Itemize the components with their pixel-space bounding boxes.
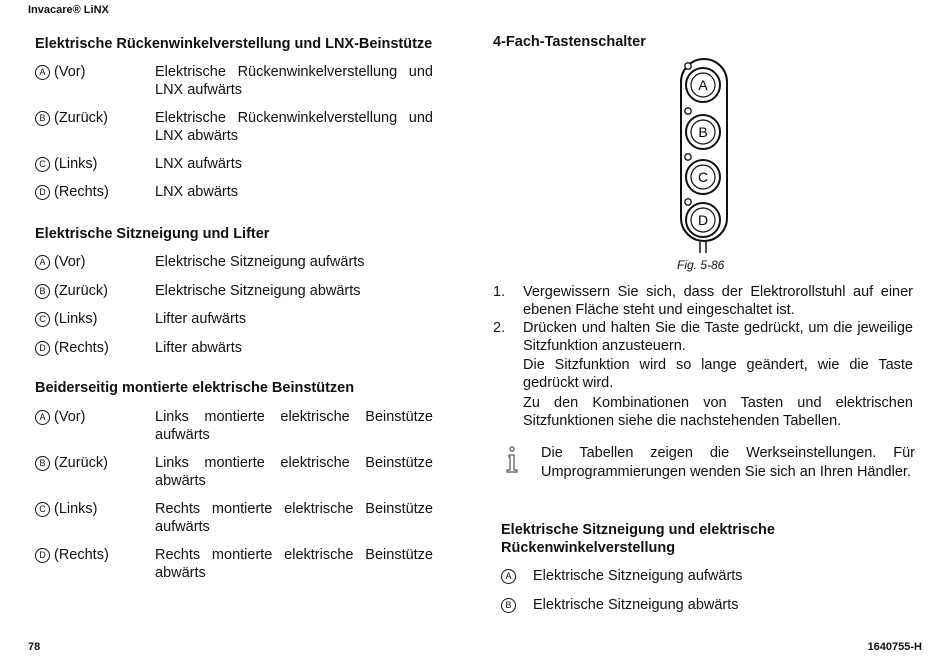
letter-c-icon: C <box>35 157 50 172</box>
row-value: Elektrische Rückenwinkelverstellung und LNX aufwärts <box>155 64 433 98</box>
button-d <box>686 203 720 237</box>
section-title: 4-Fach-Tastenschalter <box>493 34 646 50</box>
row-value: Elektrische Sitzneigung aufwärts <box>533 568 743 584</box>
letter-b-icon: B <box>35 111 50 126</box>
button-a <box>686 68 720 102</box>
letter-c-icon: C <box>35 312 50 327</box>
row-key: (Vor) <box>54 64 86 80</box>
row-value: Links montierte elektrische Beinstütze abwärts <box>155 455 433 489</box>
letter-c-icon: C <box>35 502 50 517</box>
row-value: Elektrische Sitzneigung aufwärts <box>155 254 365 270</box>
letter-d-icon: D <box>35 341 50 356</box>
document-number: 1640755-H <box>867 641 922 653</box>
page-number: 78 <box>28 641 41 653</box>
letter-b-icon: B <box>35 456 50 471</box>
letter-d-icon: D <box>35 185 50 200</box>
row-key: (Rechts) <box>54 340 109 356</box>
running-header: Invacare® LiNX <box>28 4 109 16</box>
row-key: (Vor) <box>54 254 86 270</box>
row-value: Lifter abwärts <box>155 340 243 356</box>
letter-d-icon: D <box>35 548 50 563</box>
note-text: Die Tabellen zeigen die Werkseinstellungen. Für Umprogrammierungen wenden Sie sich an Ihren Händler. <box>541 445 915 480</box>
list-number: 1. <box>493 284 506 300</box>
section-title: Elektrische Rückenwinkelverstellung und LNX-Beinstütze <box>35 36 433 52</box>
letter-a-icon: A <box>35 410 50 425</box>
list-text: Die Sitzfunktion wird so lange geändert, wie die Taste gedrückt wird. <box>523 357 913 391</box>
row-value: Elektrische Sitzneigung abwärts <box>155 283 361 299</box>
row-key: (Zurück) <box>54 455 108 471</box>
row-key: (Zurück) <box>54 110 108 126</box>
letter-a-icon: A <box>35 65 50 80</box>
list-number: 2. <box>493 320 506 336</box>
row-value: LNX abwärts <box>155 184 239 200</box>
row-value: Elektrische Rückenwinkelverstellung und LNX abwärts <box>155 110 433 144</box>
row-key: (Links) <box>54 501 98 517</box>
row-value: Elektrische Sitzneigung abwärts <box>533 597 739 613</box>
svg-text:B: B <box>698 124 708 140</box>
row-key: (Links) <box>54 311 98 327</box>
row-value: LNX aufwärts <box>155 156 243 172</box>
row-value: Rechts montierte elektrische Beinstütze aufwärts <box>155 501 433 535</box>
row-value: Links montierte elektrische Beinstütze aufwärts <box>155 409 433 443</box>
letter-b-icon: B <box>501 598 516 613</box>
section-title: Elektrische Sitzneigung und Lifter <box>35 226 270 242</box>
button-c <box>686 160 720 194</box>
list-text: Zu den Kombinationen von Tasten und elektrischen Sitzfunktionen siehe die nachstehenden Tabellen. <box>523 395 913 429</box>
letter-a-icon: A <box>35 255 50 270</box>
svg-text:D: D <box>697 212 709 228</box>
list-text: Vergewissern Sie sich, dass der Elektrorollstuhl auf einer ebenen Fläche steht und eingeschaltet ist. <box>523 284 913 318</box>
row-key: (Zurück) <box>54 283 108 299</box>
four-button-switch-figure <box>677 57 731 255</box>
letter-b-icon: B <box>35 284 50 299</box>
list-text: Drücken und halten Sie die Taste gedrückt, um die jeweilige Sitzfunktion anzusteuern. <box>523 320 913 354</box>
info-icon <box>505 446 519 474</box>
row-key: (Vor) <box>54 409 86 425</box>
button-b <box>686 115 720 149</box>
row-key: (Rechts) <box>54 184 109 200</box>
section-title: Elektrische Sitzneigung und elektrische Rückenwinkelverstellung <box>501 522 775 556</box>
section-title: Beiderseitig montierte elektrische Beinstützen <box>35 380 355 396</box>
svg-text:C: C <box>697 169 709 185</box>
row-key: (Links) <box>54 156 98 172</box>
letter-a-icon: A <box>501 569 516 584</box>
row-value: Rechts montierte elektrische Beinstütze abwärts <box>155 547 433 581</box>
row-key: (Rechts) <box>54 547 109 563</box>
svg-text:A: A <box>698 77 708 93</box>
row-value: Lifter aufwärts <box>155 311 247 327</box>
figure-caption: Fig. 5-86 <box>677 258 725 272</box>
